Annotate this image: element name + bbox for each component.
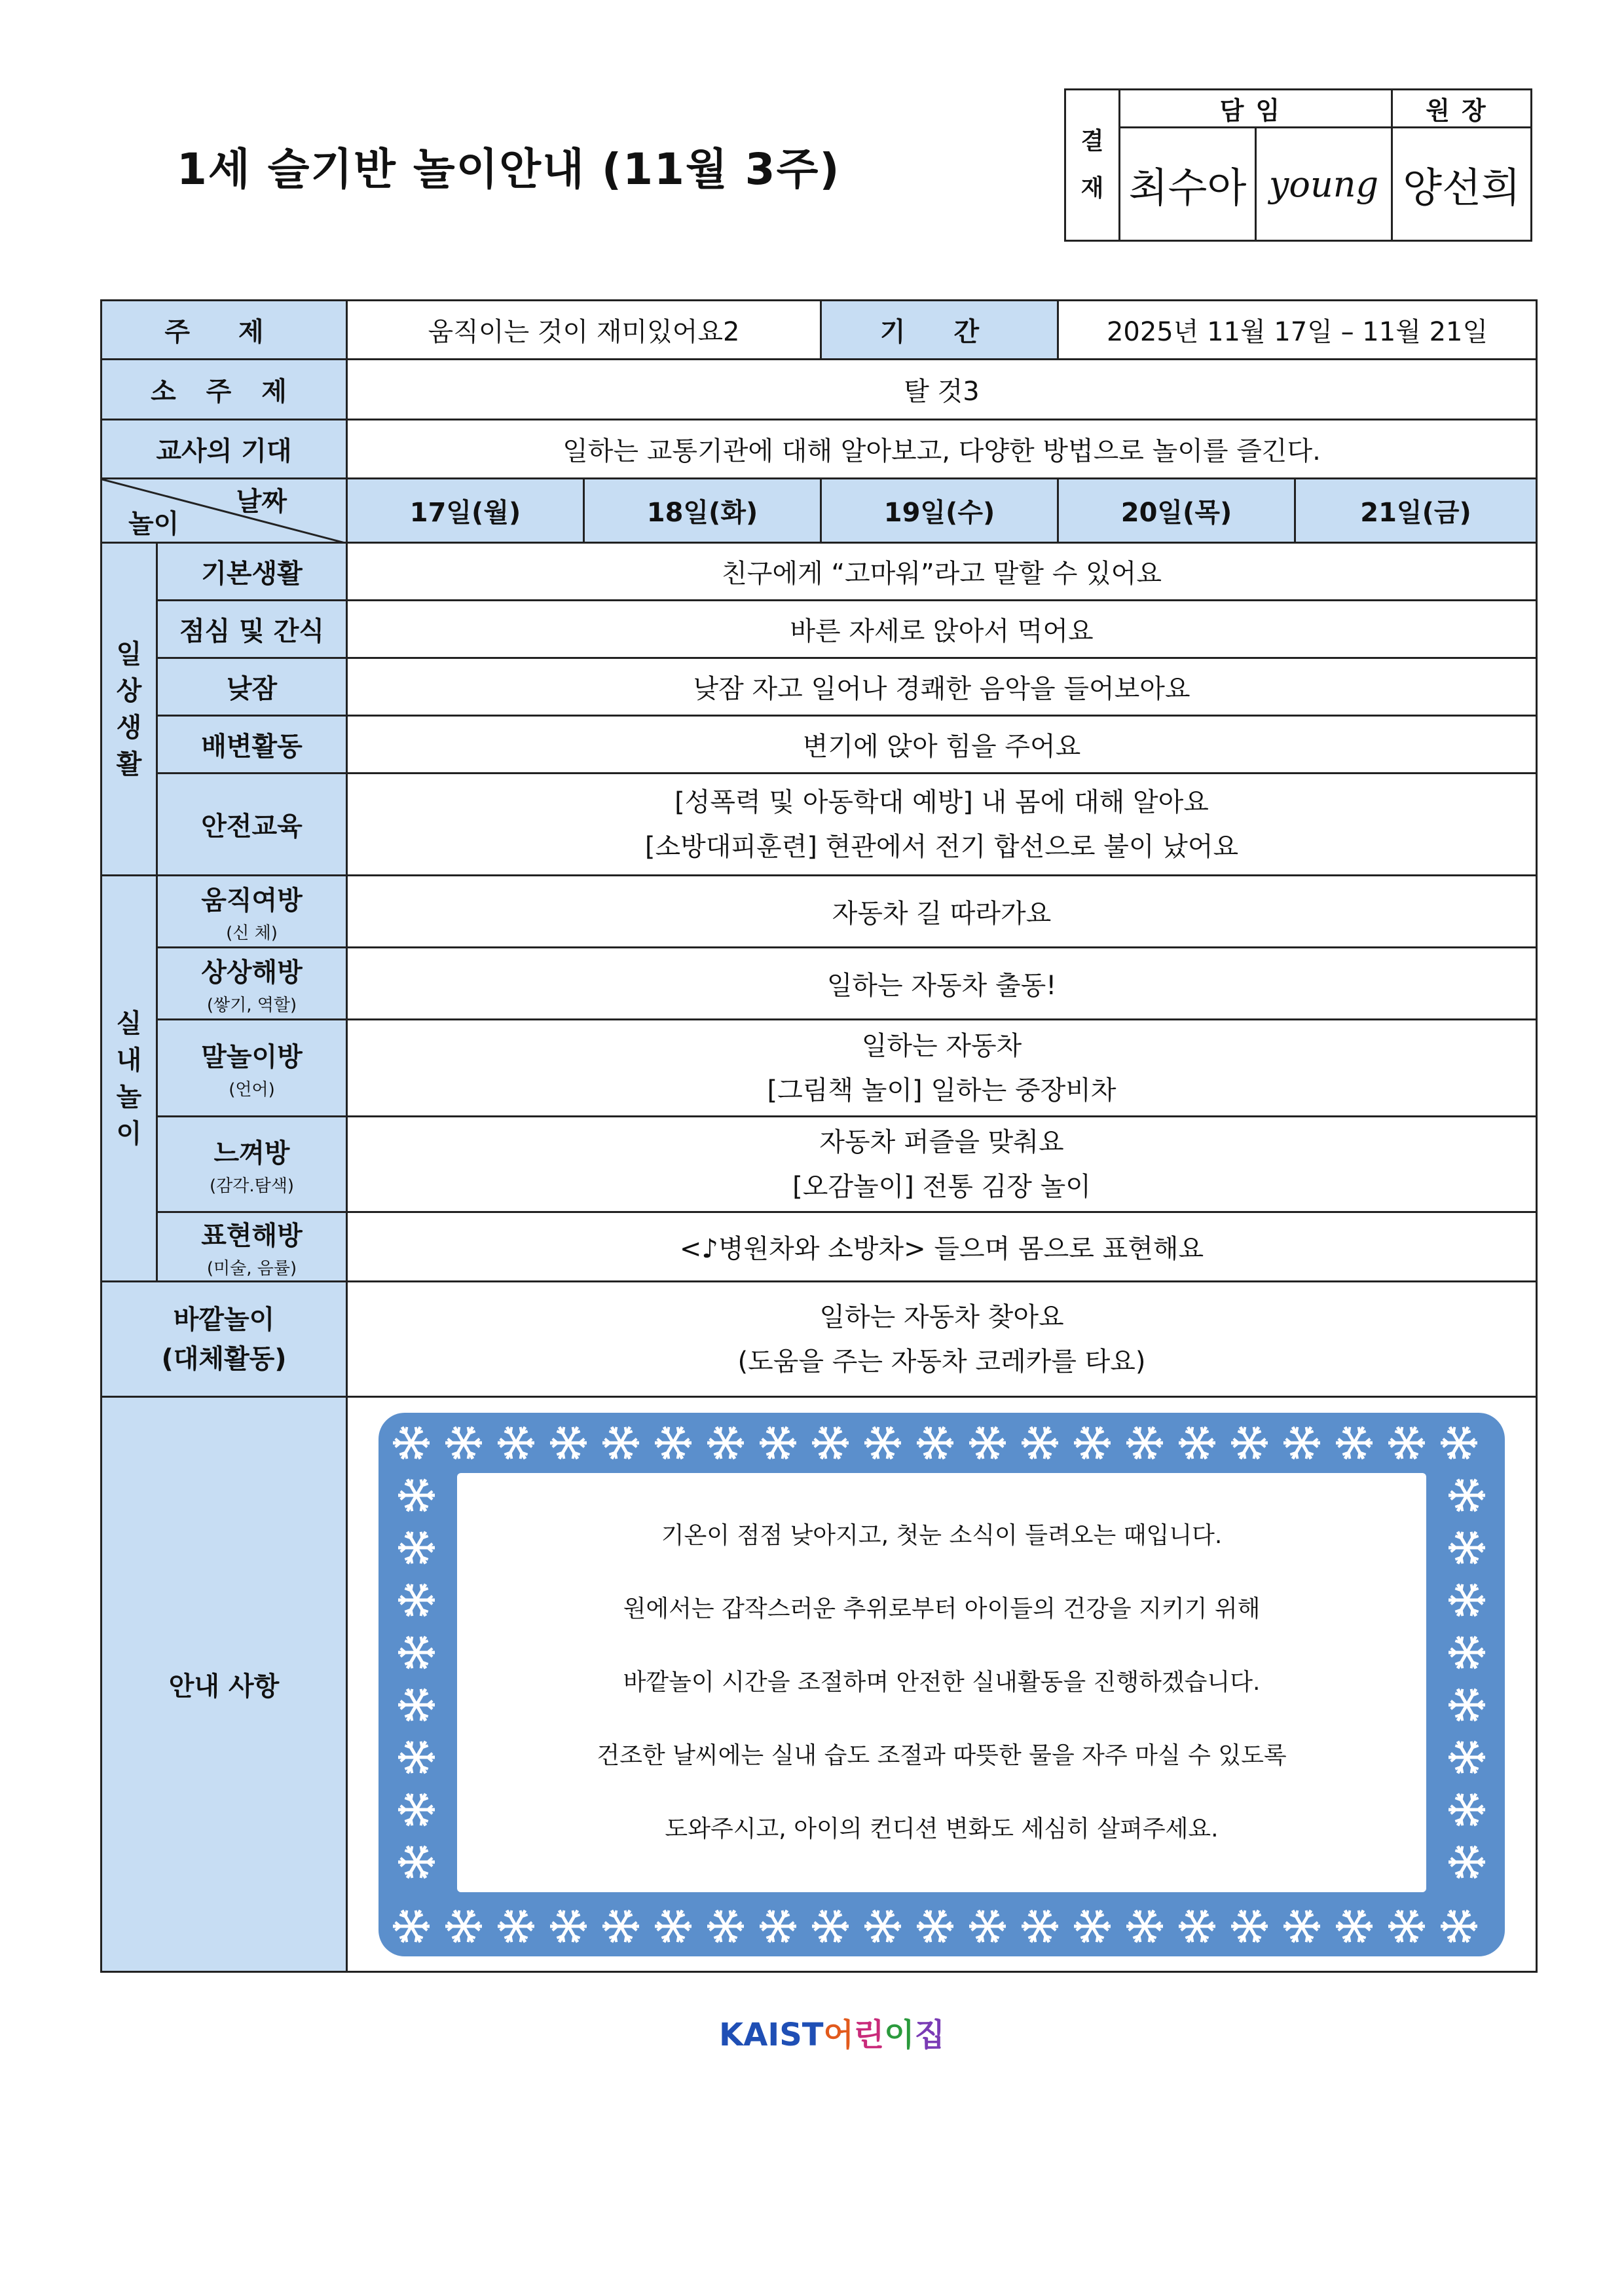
kaist-kindergarten-logo xyxy=(719,2009,945,2055)
teacher-signature-2: young xyxy=(1256,128,1392,241)
snowflake-icon xyxy=(1388,1910,1425,1941)
outdoor-content xyxy=(347,1282,1537,1397)
outdoor-label-1: 바깥놀이 xyxy=(173,1304,275,1335)
snowflake-icon xyxy=(550,1910,587,1941)
day-header: 19일(수) xyxy=(821,479,1058,543)
snowflake-icon xyxy=(1283,1427,1320,1458)
expect-value: 일하는 교통기관에 대해 알아보고, 다양한 방법으로 놀이를 즐긴다. xyxy=(347,420,1537,479)
notice-line: 건조한 날씨에는 실내 습도 조절과 따뜻한 물을 자주 마실 수 있도록 xyxy=(597,1742,1287,1769)
outdoor-label-2: (대체활동) xyxy=(161,1343,287,1374)
approval-side-label-2: 재 xyxy=(1080,175,1104,202)
row-content: 바른 자세로 앉아서 먹어요 xyxy=(347,601,1537,658)
snowflake-icon xyxy=(1074,1910,1111,1941)
row-content xyxy=(347,1020,1537,1117)
snowflake-icon xyxy=(760,1910,796,1941)
group-char: 이 xyxy=(116,1118,142,1149)
row-label: 기본생활 xyxy=(157,543,347,601)
row-content: 변기에 앉아 힘을 주어요 xyxy=(347,716,1537,774)
indoor-group xyxy=(101,876,157,1282)
snowflake-icon xyxy=(812,1910,849,1941)
snowflake-icon xyxy=(1022,1427,1058,1458)
snowflake-icon xyxy=(1231,1427,1268,1458)
expect-label: 교사의 기대 xyxy=(101,420,347,479)
group-char: 실 xyxy=(116,1008,142,1039)
row-content: 자동차 길 따라가요 xyxy=(347,876,1537,948)
snowflake-icon xyxy=(1126,1427,1163,1458)
snowflake-icon xyxy=(1336,1910,1373,1941)
notice-cell xyxy=(347,1397,1537,1972)
snowflake-icon xyxy=(864,1427,901,1458)
notice-line: 도와주시고, 아이의 컨디션 변화도 세심히 살펴주세요. xyxy=(665,1815,1219,1842)
snowflake-icon xyxy=(1449,1479,1485,1510)
row-label-text: 말놀이방 xyxy=(201,1041,303,1072)
snowflake-icon xyxy=(1179,1427,1215,1458)
date-play-corner xyxy=(101,479,347,543)
theme-value: 움직이는 것이 재미있어요2 xyxy=(347,301,821,360)
row-label xyxy=(157,948,347,1020)
snowflake-icon xyxy=(602,1427,639,1458)
logo-char: 린 xyxy=(853,2017,885,2053)
notice-text-box xyxy=(457,1473,1426,1892)
row-label xyxy=(157,1212,347,1282)
snowflake-icon xyxy=(398,1741,435,1772)
theme-label: 주 제 xyxy=(101,301,347,360)
approval-side-label-1: 결 xyxy=(1080,128,1104,155)
row-label xyxy=(157,876,347,948)
snowflake-icon xyxy=(398,1636,435,1668)
snowflake-icon xyxy=(398,1479,435,1510)
content-line: [오감놀이] 전통 김장 놀이 xyxy=(792,1171,1091,1202)
row-label-text: 움직여방 xyxy=(201,885,303,916)
group-char: 활 xyxy=(116,749,142,779)
notice-line: 바깥놀이 시간을 조절하며 안전한 실내활동을 진행하겠습니다. xyxy=(623,1668,1261,1696)
snowflake-frame xyxy=(378,1413,1505,1956)
row-label: 낮잠 xyxy=(157,658,347,716)
page-title: 1세 슬기반 놀이안내 (11월 3주) xyxy=(177,144,841,195)
row-content xyxy=(347,1117,1537,1212)
row-label-text: 상상해방 xyxy=(201,957,303,988)
snowflake-icon xyxy=(445,1910,482,1941)
group-char: 상 xyxy=(116,675,142,706)
snowflake-icon xyxy=(1449,1584,1485,1615)
day-header: 17일(월) xyxy=(347,479,584,543)
snowflake-icon xyxy=(1449,1793,1485,1825)
row-label-sub: (신 체) xyxy=(226,923,278,943)
row-content: 낮잠 자고 일어나 경쾌한 음악을 들어보아요 xyxy=(347,658,1537,716)
day-header: 21일(금) xyxy=(1295,479,1537,543)
row-label-sub: (쌓기, 역할) xyxy=(206,995,297,1015)
row-content: 일하는 자동차 출동! xyxy=(347,948,1537,1020)
row-label-text: 느껴방 xyxy=(213,1138,290,1168)
group-char: 일 xyxy=(116,639,142,669)
day-header: 20일(목) xyxy=(1058,479,1295,543)
logo-char: 집 xyxy=(914,2017,946,2053)
snowflake-icon xyxy=(655,1910,692,1941)
subtheme-value: 탈 것3 xyxy=(347,360,1537,420)
group-char: 생 xyxy=(116,712,142,743)
snowflake-icon xyxy=(398,1846,435,1877)
play-label: 놀이 xyxy=(128,509,179,539)
snowflake-icon xyxy=(393,1427,430,1458)
approval-side-label xyxy=(1065,90,1120,241)
snowflake-icon xyxy=(655,1427,692,1458)
logo-kaist: KAIST xyxy=(719,2017,824,2053)
row-label-sub: (미술, 음률) xyxy=(206,1258,297,1278)
row-label-sub: (감각.탐색) xyxy=(209,1176,295,1196)
snowflake-icon xyxy=(1449,1531,1485,1563)
row-label xyxy=(157,1117,347,1212)
snowflake-icon xyxy=(602,1910,639,1941)
snowflake-icon xyxy=(398,1531,435,1563)
snowflake-icon xyxy=(1388,1427,1425,1458)
content-line: 일하는 자동차 찾아요 xyxy=(819,1301,1064,1332)
snowflake-icon xyxy=(1441,1427,1477,1458)
row-label: 점심 및 간식 xyxy=(157,601,347,658)
snowflake-icon xyxy=(864,1910,901,1941)
snowflake-icon xyxy=(498,1910,534,1941)
snowflake-icon xyxy=(1074,1427,1111,1458)
approval-box xyxy=(1064,88,1532,242)
notice-line: 원에서는 갑작스러운 추위로부터 아이들의 건강을 지키기 위해 xyxy=(623,1595,1261,1622)
content-line: [소방대피훈련] 현관에서 전기 합선으로 불이 났어요 xyxy=(644,831,1239,862)
snowflake-icon xyxy=(1449,1741,1485,1772)
snowflake-icon xyxy=(1336,1427,1373,1458)
row-label-text: 표현해방 xyxy=(201,1220,303,1251)
period-value: 2025년 11월 17일 – 11월 21일 xyxy=(1058,301,1537,360)
row-label: 배변활동 xyxy=(157,716,347,774)
snowflake-icon xyxy=(1449,1689,1485,1720)
date-label: 날짜 xyxy=(236,487,287,517)
subtheme-label: 소 주 제 xyxy=(101,360,347,420)
notice-line: 기온이 점점 낮아지고, 첫눈 소식이 들려오는 때입니다. xyxy=(661,1521,1223,1549)
snowflake-icon xyxy=(707,1910,744,1941)
snowflake-icon xyxy=(398,1584,435,1615)
director-signature: 양선희 xyxy=(1392,128,1532,241)
content-line: 일하는 자동차 xyxy=(861,1030,1022,1061)
snowflake-icon xyxy=(1231,1910,1268,1941)
content-line: (도움을 주는 자동차 코레카를 타요) xyxy=(737,1346,1146,1377)
content-line: 자동차 퍼즐을 맞춰요 xyxy=(819,1127,1064,1157)
row-content: <♪병원차와 소방차> 들으며 몸으로 표현해요 xyxy=(347,1212,1537,1282)
snowflake-icon xyxy=(917,1427,953,1458)
snowflake-icon xyxy=(1449,1846,1485,1877)
notice-label: 안내 사항 xyxy=(101,1397,347,1972)
logo-char: 이 xyxy=(884,2017,915,2053)
daily-life-group xyxy=(101,543,157,876)
snowflake-icon xyxy=(1441,1910,1477,1941)
snowflake-icon xyxy=(1283,1910,1320,1941)
director-header: 원장 xyxy=(1392,90,1532,128)
snowflake-icon xyxy=(707,1427,744,1458)
teacher-header: 담임 xyxy=(1120,90,1392,128)
snowflake-icon xyxy=(445,1427,482,1458)
period-label: 기 간 xyxy=(821,301,1058,360)
snowflake-icon xyxy=(398,1793,435,1825)
snowflake-icon xyxy=(812,1427,849,1458)
snowflake-icon xyxy=(393,1910,430,1941)
weekly-plan-table xyxy=(100,299,1538,1973)
snowflake-icon xyxy=(760,1427,796,1458)
row-label: 안전교육 xyxy=(157,774,347,876)
row-label-sub: (언어) xyxy=(229,1079,275,1100)
group-char: 놀 xyxy=(116,1081,142,1112)
day-header: 18일(화) xyxy=(584,479,821,543)
row-label xyxy=(157,1020,347,1117)
logo-char: 어 xyxy=(823,2017,854,2053)
teacher-signature-1: 최수아 xyxy=(1120,128,1256,241)
content-line: [성폭력 및 아동학대 예방] 내 몸에 대해 알아요 xyxy=(674,787,1209,817)
snowflake-icon xyxy=(969,1427,1006,1458)
snowflake-icon xyxy=(917,1910,953,1941)
snowflake-icon xyxy=(550,1427,587,1458)
snowflake-icon xyxy=(1126,1910,1163,1941)
content-line: [그림책 놀이] 일하는 중장비차 xyxy=(767,1075,1116,1106)
row-content xyxy=(347,774,1537,876)
snowflake-icon xyxy=(1449,1636,1485,1668)
snowflake-icon xyxy=(398,1689,435,1720)
snowflake-icon xyxy=(1022,1910,1058,1941)
row-content: 친구에게 “고마워”라고 말할 수 있어요 xyxy=(347,543,1537,601)
group-char: 내 xyxy=(116,1045,142,1075)
outdoor-label xyxy=(101,1282,347,1397)
snowflake-icon xyxy=(498,1427,534,1458)
snowflake-icon xyxy=(969,1910,1006,1941)
snowflake-icon xyxy=(1179,1910,1215,1941)
